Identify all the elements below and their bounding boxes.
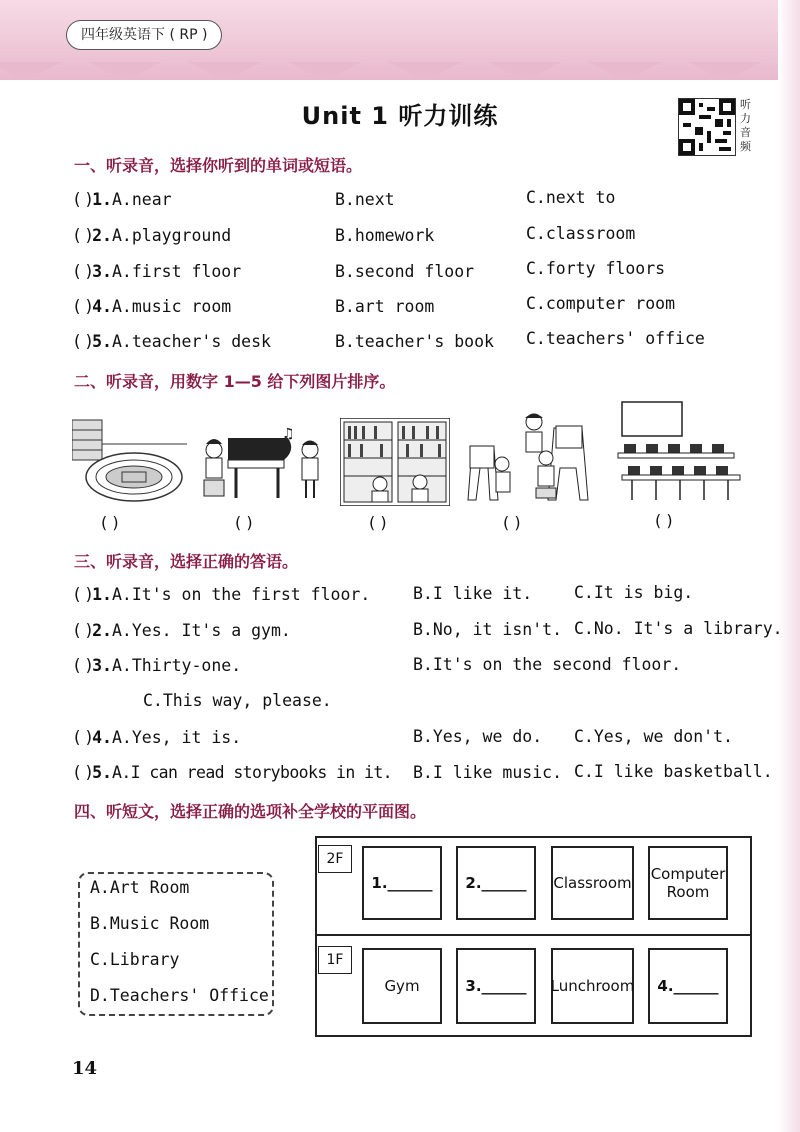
s1-3-option-b: B.second floor xyxy=(335,262,475,281)
s1-4-option-b: B.art room xyxy=(335,297,435,316)
s1-2-option-b: B.homework xyxy=(335,226,435,245)
s3-3-option-c: C.This way, please. xyxy=(143,691,332,710)
s1-row-2: ( )2.A.playground xyxy=(74,226,232,245)
room-computer-room: Computer Room xyxy=(648,846,728,920)
s3-row-2: ( )2.A.Yes. It's a gym. xyxy=(74,621,291,640)
s1-1-option-b: B.next xyxy=(335,190,395,209)
picture-playground xyxy=(72,412,187,507)
room-classroom: Classroom xyxy=(551,846,634,920)
picture-5-answer[interactable]: ( ) xyxy=(655,511,673,530)
section2-heading: 二、听录音，用数字 1—5 给下列图片排序。 xyxy=(74,372,396,391)
picture-library xyxy=(340,418,450,506)
option-b: B.Music Room xyxy=(90,914,210,933)
s3-4-option-c: C.Yes, we don't. xyxy=(574,727,733,746)
page-edge xyxy=(778,0,800,1132)
s3-5-option-c: C.I like basketball. xyxy=(574,762,773,781)
room-2f-2-blank[interactable]: 2.______ xyxy=(456,846,536,920)
s3-row-4: ( )4.A.Yes, it is. xyxy=(74,728,242,747)
s3-2-option-c: C.No. It's a library. xyxy=(574,619,783,638)
s1-row-3: ( )3.A.first floor xyxy=(74,262,242,281)
floor-1f-tag: 1F xyxy=(318,946,352,974)
section4-heading: 四、听短文，选择正确的选项补全学校的平面图。 xyxy=(74,802,427,821)
room-gym: Gym xyxy=(362,948,442,1024)
picture-1-answer[interactable]: ( ) xyxy=(101,513,119,532)
page-number: 14 xyxy=(72,1058,98,1079)
s3-row-1: ( )1.A.It's on the first floor. xyxy=(74,585,371,604)
s3-3-option-b: B.It's on the second floor. xyxy=(413,655,682,674)
room-lunchroom: Lunchroom xyxy=(551,948,634,1024)
option-c: C.Library xyxy=(90,950,180,969)
option-d: D.Teachers' Office xyxy=(90,986,269,1005)
room-1f-4-blank[interactable]: 4.______ xyxy=(648,948,728,1024)
s3-2-option-b: B.No, it isn't. xyxy=(413,620,563,639)
s1-1-option-c: C.next to xyxy=(526,188,616,207)
s1-5-option-b: B.teacher's book xyxy=(335,332,494,351)
option-a: A.Art Room xyxy=(90,878,190,897)
page-title: Unit 1 听力训练 xyxy=(301,102,499,130)
s3-1-option-b: B.I like it. xyxy=(413,584,533,603)
s1-row-5: ( )5.A.teacher's desk xyxy=(74,332,271,351)
s1-2-option-c: C.classroom xyxy=(526,224,636,243)
header-wave xyxy=(0,62,800,92)
s3-1-option-c: C.It is big. xyxy=(574,583,694,602)
picture-3-answer[interactable]: ( ) xyxy=(369,513,387,532)
svg-text:♫: ♫ xyxy=(282,426,295,442)
s3-5-option-b: B.I like music. xyxy=(413,763,563,782)
section1-heading: 一、听录音，选择你听到的单词或短语。 xyxy=(74,156,363,175)
section3-heading: 三、听录音，选择正确的答语。 xyxy=(74,552,299,571)
picture-computer-room xyxy=(612,400,747,505)
picture-music-room xyxy=(198,420,328,510)
picture-2-answer[interactable]: ( ) xyxy=(235,513,253,532)
room-2f-1-blank[interactable]: 1.______ xyxy=(362,846,442,920)
s1-3-option-c: C.forty floors xyxy=(526,259,666,278)
s3-row-3: ( )3.A.Thirty-one. xyxy=(74,656,242,675)
room-1f-3-blank[interactable]: 3.______ xyxy=(456,948,536,1024)
s1-row-4: ( )4.A.music room xyxy=(74,297,232,316)
floor-divider xyxy=(315,934,752,936)
s3-4-option-b: B.Yes, we do. xyxy=(413,727,543,746)
s1-5-option-c: C.teachers' office xyxy=(526,329,705,348)
s3-row-5: ( )5.A.I can read storybooks in it. xyxy=(74,763,393,782)
picture-art-room xyxy=(462,408,602,506)
s1-row-1: ( )1.A.near xyxy=(74,190,172,209)
course-tag: 四年级英语下 ( RP ) xyxy=(66,20,222,50)
qr-code-icon[interactable] xyxy=(678,98,736,156)
picture-4-answer[interactable]: ( ) xyxy=(503,513,521,532)
floor-2f-tag: 2F xyxy=(318,845,352,873)
s1-4-option-c: C.computer room xyxy=(526,294,676,313)
qr-label: 听力音频 xyxy=(740,98,751,153)
